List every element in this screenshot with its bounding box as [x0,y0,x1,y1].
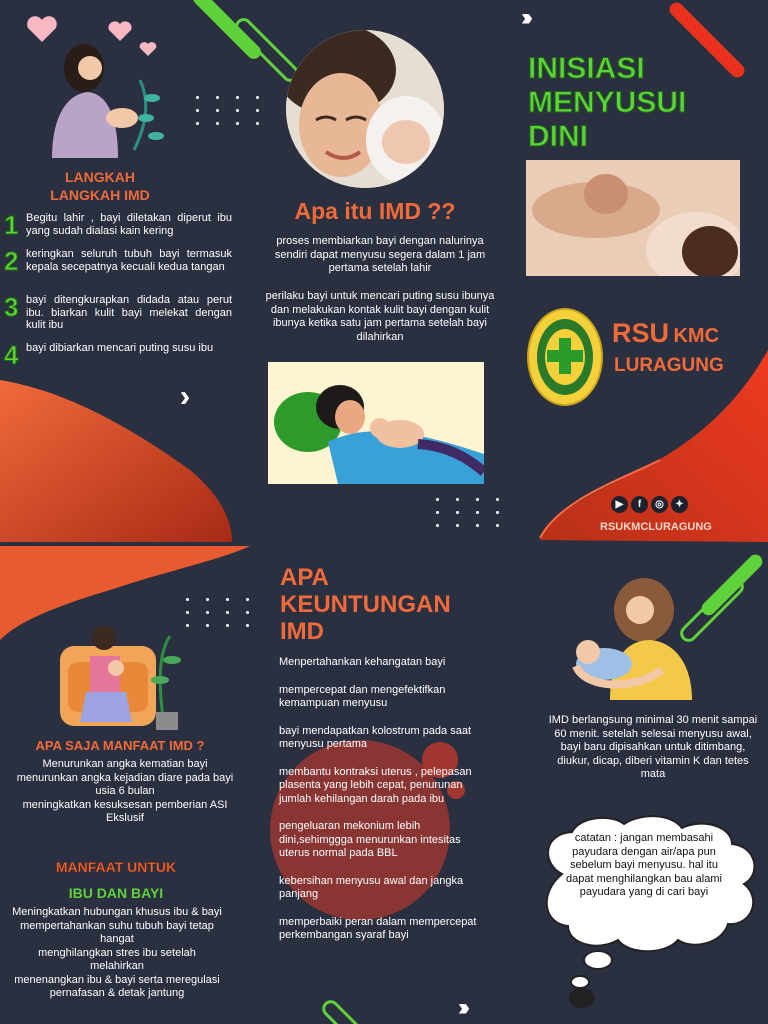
steps-title-line: LANGKAH IMD [50,187,150,203]
benefit-line: Meningkatkan hubungan khusus ibu & bayi [12,906,222,918]
mother-newborn-photo [286,30,444,188]
orange-wave-left [0,380,232,542]
benefit-line: Menurunkan angka kematian bayi [42,758,208,770]
advantages-title-line: APA [280,564,329,591]
step-number: 3 [4,292,19,322]
dot-grid [186,598,252,627]
benefit-line: meningkatkan kesuksesan pemberian ASI Ekslusif [22,798,228,824]
benefit-line: menurunkan angka kejadian diare pada bayi usia 6 bulan [16,771,234,797]
what-is-imd-para: perilaku bayi untuk mencari puting susu ibunya dan melakukan kontak kulit bayi dengan kulit ibunya ketika satu jam pertama setelah bayi dilahirkan [265,290,495,343]
step-item [4,294,232,332]
benefits-list [8,758,242,826]
hospital-logo [527,308,603,406]
step-number: 1 [4,210,19,240]
duration-text: IMD berlangsung minimal 30 menit sampai 60 menit. setelah selesai menyusu awal, bayi baru dipisahkan untuk ditimbang, diukur, dicap, diberi vitamin K dan tetes mata [548,714,758,780]
breastfeeding-illustration [566,570,696,700]
advantage-item: memperbaiki peran dalam mempercepat perkembangan syaraf bayi [279,915,477,941]
hospital-name-rsu: RSU [612,318,670,348]
facebook-icon[interactable]: f [631,496,648,513]
mother-baby-benefits-list [10,906,224,1001]
note-text: catatan : jangan membasahi payudara dengan air/apa pun sebelum bayi menyusu. hal itu dapat menghilangkan bau alami payudara yang di cari bayi [566,832,722,898]
step-item [4,246,232,276]
social-handle: RSUKMCLURAGUNG [600,521,712,533]
mother-baby-benefits-title-line: IBU DAN BAYI [68,885,164,901]
social-icons [611,496,691,513]
advantages-title-line: IMD [280,618,324,645]
mother-sofa-illustration [60,616,190,736]
main-title-line: MENYUSUI [528,86,687,119]
advantages-list [279,656,493,943]
what-is-imd-title: Apa itu IMD ?? [294,198,456,224]
what-is-imd-para: proses membiarkan bayi dengan nalurinya sendiri dapat menyusu segera dalam 1 jam pertama setelah lahir [274,235,486,274]
instagram-icon[interactable]: ◎ [651,496,668,513]
main-title-line: DINI [528,120,588,153]
step-item [4,210,232,240]
youtube-icon[interactable]: ▶ [611,496,628,513]
advantage-item: kebersihan menyusu awal dan jangka panjang [279,874,464,900]
step-text: keringkan seluruh tubuh bayi termasuk kepala secepatnya kecuali kedua tangan [26,248,232,273]
benefit-line: mempertahankan suhu tubuh bayi tetap hangat [20,919,214,945]
mother-baby-benefits-title [0,854,232,906]
advantages-title [280,564,510,645]
steps-title [30,168,170,204]
hospital-city: LURAGUNG [614,355,724,376]
dot-grid [196,96,262,125]
hospital-name-kmc: KMC [673,325,720,347]
advantage-item: bayi mendapatkan kolostrum pada saat menyusu pertama [279,724,472,750]
advantage-item: Menpertahankan kehangatan bayi [279,656,446,668]
step-text: Begitu lahir , bayi diletakan diperut ibu yang sudah dialasi kain kering [26,212,232,237]
advantage-item: mempercepat dan mengefektifkan kemampuan menyusu [279,683,446,709]
skin-to-skin-photo [526,160,740,276]
dot-grid [436,498,502,527]
mother-baby-illustration [22,8,182,158]
step-item [4,340,232,370]
step-number: 2 [4,246,19,276]
mother-baby-benefits-title-line: MANFAAT UNTUK [55,859,177,875]
main-title-line: INISIASI [528,52,645,85]
steps-title-line: LANGKAH [65,169,135,185]
hospital-name [612,318,719,349]
advantage-item: membantu kontraksi uterus , pelepasan plasenta yang lebih cepat, penurunan jumlah kehilangan darah pada ibu [279,765,472,805]
benefit-line: menghilangkan stres ibu setelah melahirkan [38,946,196,972]
step-text: bayi ditengkurapkan didada atau perut ibu. biarkan kulit bayi melekat dengan kulit ibu [26,294,232,331]
main-title [528,52,728,154]
step-text: bayi dibiarkan mencari puting susu ibu [26,342,214,354]
imd-illustration [268,362,484,484]
advantage-item: pengeluaran mekonium lebih dini,sehimggga menurunkan intesitas uterus normal pada BBL [279,820,461,859]
benefit-line: menenangkan ibu & bayi serta meregulasi pernafasan & detak jantung [14,973,220,999]
advantages-title-line: KEUNTUNGAN [280,591,451,618]
benefits-title: APA SAJA MANFAAT IMD ? [35,738,205,753]
step-number: 4 [4,340,19,370]
twitter-icon[interactable]: ✦ [671,496,688,513]
